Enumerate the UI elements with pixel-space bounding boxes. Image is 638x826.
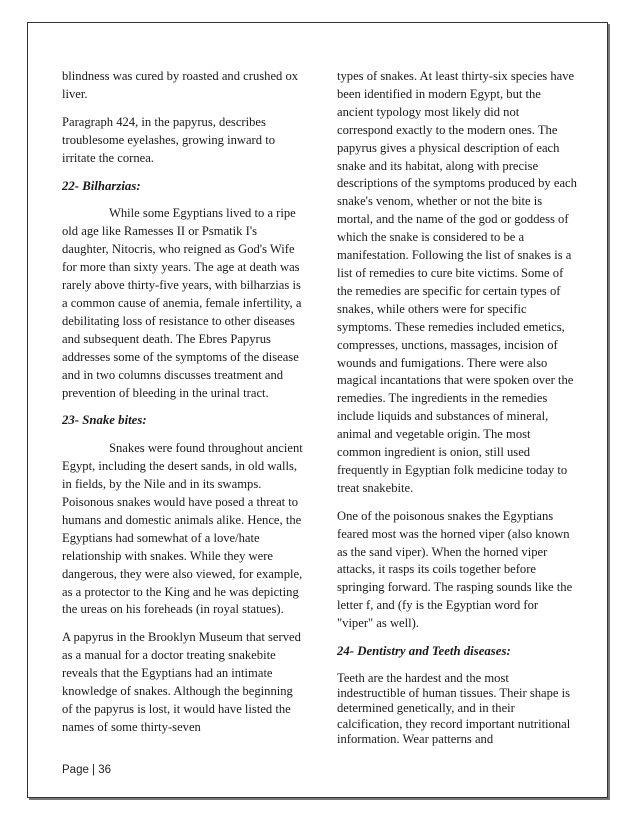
paragraph-snake-types: types of snakes. At least thirty-six species have been identified in modern Egypt, but the ancient typology most likely did not correspond exactly to the modern ones. The papyrus gives a physical description of each snake and its habitat, along with precise descriptions of the symptoms produced by each snake's venom, whether or not the bite is mortal, and the name of the god or goddess of which the snake is considered to be a manifestation. Following the list of snakes is a list of remedies to cure bite victims. Some of the remedies are specific for certain types of snakes, while others were for specific symptoms. These remedies included emetics, compresses, unctions, massages, incision of wounds and fumigations. There were also magical incantations that were spoken over the remedies. The ingredients in the remedies include liquids and substances of mineral, animal and vegetable origin. The most common ingredient is onion, still used frequently in Egyptian folk medicine today to treat snakebite.	[337, 69, 577, 495]
heading-snake-bites: 23- Snake bites:	[62, 413, 147, 428]
left-column	[62, 68, 305, 747]
paragraph-teeth: Teeth are the hardest and the most indestructible of human tissues. Their shape is determined genetically, and in their calcification, they record important nutritional information. Wear patterns and	[337, 671, 571, 746]
heading-dentistry: 24- Dentistry and Teeth diseases:	[337, 644, 511, 659]
paragraph-bilharzias: While some Egyptians lived to a ripe old age like Ramesses II or Psmatik I's daughter, Nitocris, who reigned as God's Wife for more than sixty years. The age at death was rarely above thirty-five years, with bilharzias is a common cause of anemia, female infertility, a debilitating loss of resistance to other diseases and subsequent death. The Ebres Papyrus addresses some of the symptoms of the disease and in two columns discusses treatment and prevention of bleeding in the urinal tract.	[62, 206, 302, 400]
paragraph-ox-liver: blindness was cured by roasted and crushed ox liver.	[62, 69, 299, 101]
paragraph-eyelashes: Paragraph 424, in the papyrus, describes troublesome eyelashes, growing inward to irritate the cornea.	[62, 114, 275, 165]
paragraph-snakes-found: Snakes were found throughout ancient Egypt, including the desert sands, in old walls, in fields, by the Nile and in its swamps. Poisonous snakes would have posed a threat to humans and domestic animals alike. Hence, the Egyptians had somewhat of a love/hate relationship with snakes. While they were dangerous, they were also viewed, for example, as a protector to the King and he was depicting the ureas on his foreheads (in royal statues).	[62, 441, 303, 617]
heading-bilharzias: 22- Bilharzias:	[62, 178, 141, 193]
paragraph-brooklyn-papyrus: A papyrus in the Brooklyn Museum that served as a manual for a doctor treating snakebite reveals that the Egyptians had an intimate knowledge of snakes. Although the beginning of the papyrus is lost, it would have listed the names of some thirty-seven	[62, 630, 301, 734]
paragraph-horned-viper: One of the poisonous snakes the Egyptians feared most was the horned viper (also known as the sand viper). When the horned viper attacks, it rasps its coils together before springing forward. The rasping sounds like the letter f, and (fy is the Egyptian word for "viper" as well).	[337, 508, 573, 631]
page-number: Page | 36	[62, 764, 112, 776]
right-column	[337, 68, 577, 757]
